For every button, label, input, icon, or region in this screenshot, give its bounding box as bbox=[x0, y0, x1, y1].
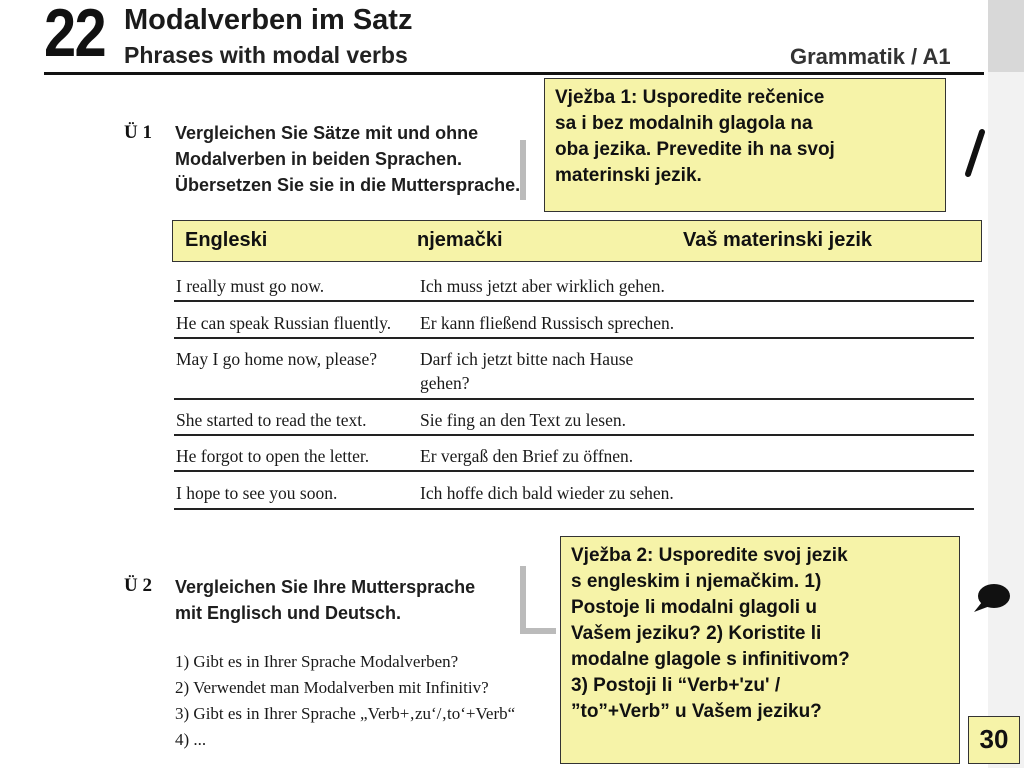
slide-number: 30 bbox=[968, 716, 1020, 764]
instruction-line: Vergleichen Sie Ihre Muttersprache bbox=[175, 577, 476, 597]
note-line: oba jezika. Prevedite ih na svoj bbox=[555, 139, 835, 160]
row-divider bbox=[174, 434, 974, 436]
table-cell-en: She started to read the text. bbox=[176, 410, 367, 430]
exercise-2-label: Ü 2 bbox=[124, 575, 152, 596]
question-item: 2) Verwendet man Modalverben mit Infinitiv? bbox=[175, 678, 489, 697]
row-divider bbox=[174, 470, 974, 472]
instruction-line: mit Englisch und Deutsch. bbox=[175, 603, 402, 623]
decorative-bracket bbox=[520, 566, 526, 632]
question-item: 3) Gibt es in Ihrer Sprache „Verb+‚zu‘/‚to‘+Verb“ bbox=[175, 704, 516, 723]
pencil-stroke-icon bbox=[962, 128, 988, 180]
translation-note-1 bbox=[544, 78, 946, 212]
chapter-number: 22 bbox=[44, 0, 105, 71]
table-cell-de-continued: gehen? bbox=[420, 373, 470, 393]
table-cell-en: I hope to see you soon. bbox=[176, 483, 338, 503]
note-line: Vježba 2: Usporedite svoj jezik bbox=[571, 545, 848, 566]
question-item: 4) ... bbox=[175, 730, 207, 749]
column-header-german: njemački bbox=[417, 229, 503, 251]
column-header-native: Vaš materinski jezik bbox=[683, 229, 873, 251]
note-line: Vježba 1: Usporedite rečenice bbox=[555, 87, 825, 108]
row-divider bbox=[174, 300, 974, 302]
instruction-line: Modalverben in beiden Sprachen. bbox=[175, 149, 463, 169]
note-line: materinski jezik. bbox=[555, 165, 702, 186]
table-cell-de: Er vergaß den Brief zu öffnen. bbox=[420, 446, 634, 466]
row-divider bbox=[174, 508, 974, 510]
table-cell-de: Er kann fließend Russisch sprechen. bbox=[420, 313, 675, 333]
header-divider bbox=[44, 72, 984, 75]
table-cell-de: Ich muss jetzt aber wirklich gehen. bbox=[420, 276, 665, 296]
note-line: s engleskim i njemačkim. 1) bbox=[571, 571, 822, 592]
instruction-line: Vergleichen Sie Sätze mit und ohne bbox=[175, 123, 479, 143]
note-line: modalne glagole s infinitivom? bbox=[571, 649, 850, 670]
exercise-2-instructions bbox=[175, 574, 535, 626]
page-edge-strip-top bbox=[988, 0, 1024, 72]
exercise-1-label: Ü 1 bbox=[124, 122, 152, 143]
note-line: ”to”+Verb” u Vašem jeziku? bbox=[571, 701, 822, 722]
column-header-english: Engleski bbox=[185, 229, 268, 251]
question-item: 1) Gibt es in Ihrer Sprache Modalverben? bbox=[175, 652, 459, 671]
table-cell-en: May I go home now, please? bbox=[176, 349, 378, 369]
table-cell-en: He forgot to open the letter. bbox=[176, 446, 370, 466]
table-cell-en: I really must go now. bbox=[176, 276, 325, 296]
decorative-bracket bbox=[520, 628, 556, 634]
table-cell-de: Ich hoffe dich bald wieder zu sehen. bbox=[420, 483, 674, 503]
instruction-line: Übersetzen Sie sie in die Muttersprache. bbox=[175, 175, 521, 195]
translation-note-2 bbox=[560, 536, 960, 764]
table-header bbox=[172, 220, 982, 262]
note-line: Vašem jeziku? 2) Koristite li bbox=[571, 623, 822, 644]
note-line: 3) Postoji li “Verb+'zu' / bbox=[571, 675, 781, 696]
page-edge-strip bbox=[988, 0, 1024, 768]
table-cell-de: Darf ich jetzt bitte nach Hause bbox=[420, 349, 634, 369]
row-divider bbox=[174, 398, 974, 400]
note-line: Postoje li modalni glagoli u bbox=[571, 597, 817, 618]
page-title: Modalverben im Satz bbox=[124, 4, 413, 36]
page-subtitle: Phrases with modal verbs bbox=[124, 42, 408, 68]
speech-bubble-icon bbox=[972, 580, 1012, 616]
note-line: sa i bez modalnih glagola na bbox=[555, 113, 813, 134]
table-cell-en: He can speak Russian fluently. bbox=[176, 313, 392, 333]
exercise-1-instructions bbox=[175, 120, 535, 198]
decorative-bracket bbox=[520, 140, 526, 200]
level-label: Grammatik / A1 bbox=[790, 44, 951, 69]
row-divider bbox=[174, 337, 974, 339]
table-cell-de: Sie fing an den Text zu lesen. bbox=[420, 410, 626, 430]
